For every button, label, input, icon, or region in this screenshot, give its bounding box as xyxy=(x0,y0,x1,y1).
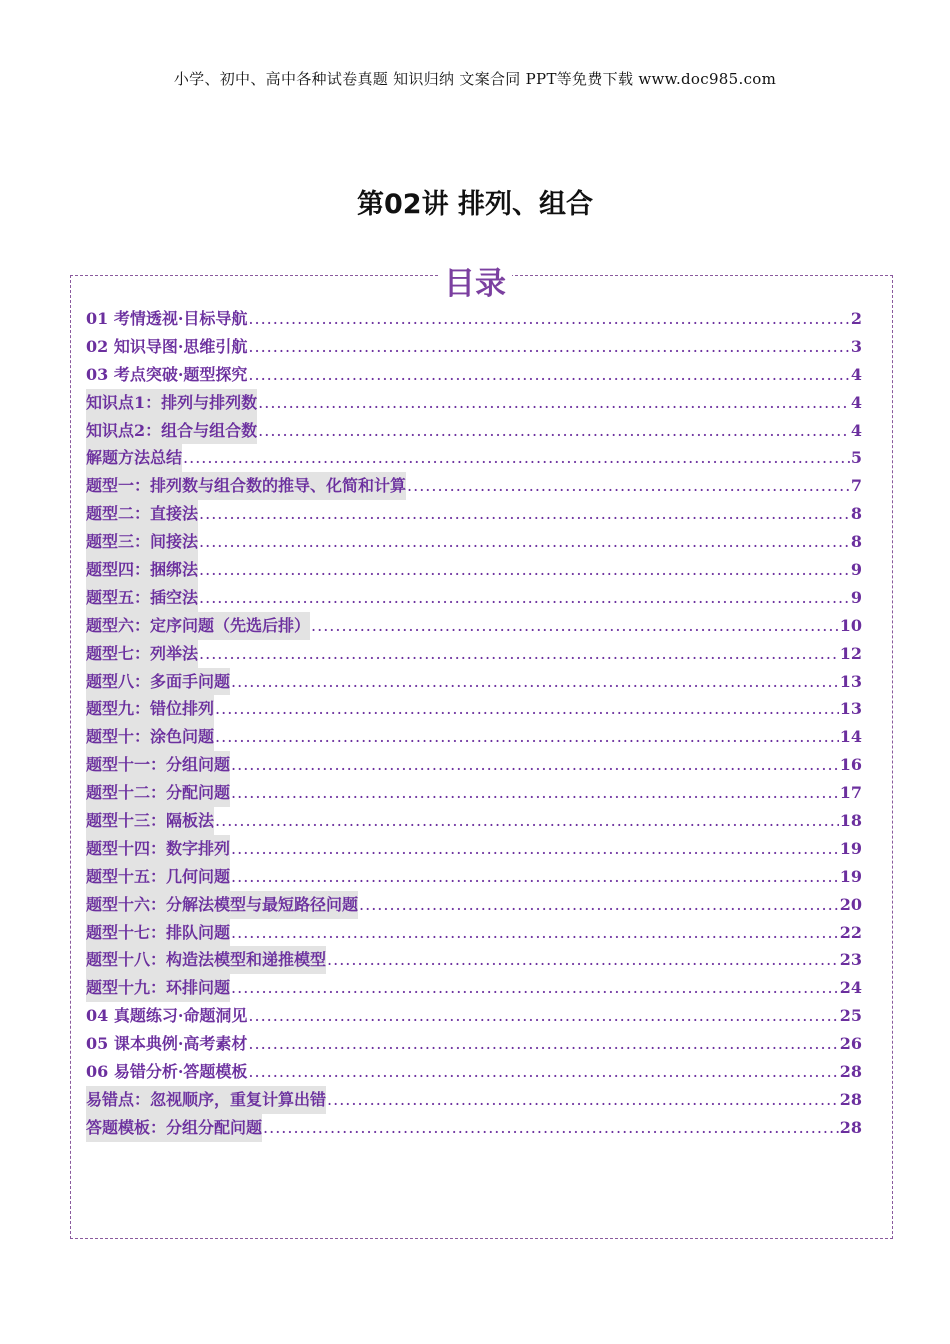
toc-leader-dots xyxy=(215,695,839,723)
toc-entry[interactable] xyxy=(86,751,862,779)
toc-entry[interactable] xyxy=(86,891,862,919)
toc-entry-page: 5 xyxy=(850,448,862,468)
toc-entry-label: 题型三：间接法 xyxy=(86,528,198,556)
toc-leader-dots xyxy=(258,417,850,445)
toc-entry-label: 04 真题练习·命题洞见 xyxy=(86,1006,248,1026)
toc-entry-label: 03 考点突破·题型探究 xyxy=(86,364,248,384)
toc-entry[interactable] xyxy=(86,612,862,640)
toc-entry-page: 22 xyxy=(839,922,862,942)
toc-entry-page: 23 xyxy=(839,950,862,970)
toc-entry[interactable] xyxy=(86,1114,862,1142)
toc-entry-label: 题型十二：分配问题 xyxy=(86,779,230,807)
toc-entry-label: 题型五：插空法 xyxy=(86,584,198,612)
toc-leader-dots xyxy=(359,891,839,919)
toc-entry-label: 题型十七：排队问题 xyxy=(86,919,230,947)
toc-entry-label: 题型九：错位排列 xyxy=(86,695,214,723)
toc-entry-page: 7 xyxy=(850,476,862,496)
toc-entry-label: 题型二：直接法 xyxy=(86,500,198,528)
toc-entry[interactable] xyxy=(86,333,862,361)
toc-entry[interactable] xyxy=(86,835,862,863)
toc-entry[interactable] xyxy=(86,863,862,891)
toc-leader-dots xyxy=(258,389,850,417)
document-title: 第02讲 排列、组合 xyxy=(357,189,593,220)
toc-leader-dots xyxy=(327,1086,839,1114)
toc-entry[interactable] xyxy=(86,723,862,751)
toc-entry[interactable] xyxy=(86,389,862,417)
toc-leader-dots xyxy=(263,1114,839,1142)
toc-entry-page: 4 xyxy=(850,364,862,384)
toc-entry[interactable] xyxy=(86,500,862,528)
toc-entry-label: 题型四：捆绑法 xyxy=(86,556,198,584)
page-header: 小学、初中、高中各种试卷真题 知识归纳 文案合同 PPT等免费下载 www.doc985.com xyxy=(173,70,777,88)
toc-entry-label: 题型十六：分解法模型与最短路径问题 xyxy=(86,891,358,919)
toc-entry[interactable] xyxy=(86,1058,862,1086)
toc-entry[interactable] xyxy=(86,444,862,472)
toc-entry[interactable] xyxy=(86,417,862,445)
toc-leader-dots xyxy=(231,863,839,891)
toc-entry[interactable] xyxy=(86,1002,862,1030)
toc-leader-dots xyxy=(199,640,839,668)
toc-entry-label: 题型七：列举法 xyxy=(86,640,198,668)
toc-entry-page: 28 xyxy=(839,1117,862,1137)
toc-entry-label: 题型十四：数字排列 xyxy=(86,835,230,863)
toc-entry-page: 19 xyxy=(839,866,862,886)
toc-entry[interactable] xyxy=(86,361,862,389)
toc-entry[interactable] xyxy=(86,305,862,333)
toc-entry[interactable] xyxy=(86,919,862,947)
toc-entry[interactable] xyxy=(86,807,862,835)
toc-leader-dots xyxy=(231,779,839,807)
toc-entry[interactable] xyxy=(86,946,862,974)
toc-entry-page: 20 xyxy=(839,894,862,914)
toc-leader-dots xyxy=(327,946,839,974)
toc-entry-label: 题型十三：隔板法 xyxy=(86,807,214,835)
toc-entry-page: 3 xyxy=(850,336,862,356)
toc-entry-label: 题型八：多面手问题 xyxy=(86,668,230,696)
toc-leader-dots xyxy=(215,723,839,751)
toc-leader-dots xyxy=(248,333,849,361)
toc-list xyxy=(86,305,862,1142)
toc-entry-label: 知识点1：排列与排列数 xyxy=(86,389,257,417)
toc-leader-dots xyxy=(248,1030,838,1058)
toc-entry-page: 12 xyxy=(839,643,862,663)
toc-leader-dots xyxy=(231,668,839,696)
toc-leader-dots xyxy=(183,444,850,472)
toc-entry[interactable] xyxy=(86,528,862,556)
toc-entry-page: 4 xyxy=(850,392,862,412)
toc-entry-label: 题型十九：环排问题 xyxy=(86,974,230,1002)
toc-leader-dots xyxy=(199,500,850,528)
toc-entry[interactable] xyxy=(86,640,862,668)
toc-leader-dots xyxy=(231,919,839,947)
toc-entry-label: 题型十一：分组问题 xyxy=(86,751,230,779)
toc-heading-text: 目录 xyxy=(438,266,512,302)
toc-leader-dots xyxy=(231,751,839,779)
toc-leader-dots xyxy=(215,807,839,835)
toc-leader-dots xyxy=(248,361,849,389)
toc-entry-label: 题型十五：几何问题 xyxy=(86,863,230,891)
toc-leader-dots xyxy=(248,305,849,333)
toc-entry-page: 4 xyxy=(850,420,862,440)
toc-entry-page: 17 xyxy=(839,783,862,803)
toc-entry-page: 19 xyxy=(839,838,862,858)
toc-entry-label: 06 易错分析·答题模板 xyxy=(86,1062,248,1082)
toc-leader-dots xyxy=(407,472,850,500)
toc-entry-label: 05 课本典例·高考素材 xyxy=(86,1034,248,1054)
toc-entry[interactable] xyxy=(86,668,862,696)
toc-entry-page: 8 xyxy=(850,504,862,524)
toc-entry-page: 10 xyxy=(839,615,862,635)
toc-entry-label: 知识点2：组合与组合数 xyxy=(86,417,257,445)
toc-entry-label: 答题模板：分组分配问题 xyxy=(86,1114,262,1142)
toc-entry-label: 解题方法总结 xyxy=(86,444,182,472)
toc-entry[interactable] xyxy=(86,556,862,584)
toc-entry[interactable] xyxy=(86,1086,862,1114)
toc-entry-label: 题型六：定序问题（先选后排） xyxy=(86,612,310,640)
toc-entry-page: 14 xyxy=(839,727,862,747)
toc-entry-page: 13 xyxy=(839,671,862,691)
toc-entry-page: 13 xyxy=(839,699,862,719)
toc-entry-page: 8 xyxy=(850,532,862,552)
toc-entry[interactable] xyxy=(86,974,862,1002)
toc-entry-page: 25 xyxy=(839,1006,862,1026)
toc-entry-page: 9 xyxy=(850,587,862,607)
toc-leader-dots xyxy=(231,974,839,1002)
toc-leader-dots xyxy=(199,584,850,612)
toc-entry-page: 18 xyxy=(839,811,862,831)
toc-entry-page: 26 xyxy=(839,1034,862,1054)
toc-entry[interactable] xyxy=(86,695,862,723)
toc-leader-dots xyxy=(199,556,850,584)
toc-entry[interactable] xyxy=(86,584,862,612)
toc-leader-dots xyxy=(199,528,850,556)
toc-leader-dots xyxy=(231,835,839,863)
toc-leader-dots xyxy=(311,612,839,640)
toc-entry-page: 2 xyxy=(850,309,862,328)
toc-entry-page: 9 xyxy=(850,560,862,580)
toc-leader-dots xyxy=(248,1002,838,1030)
toc-entry-page: 16 xyxy=(839,755,862,775)
toc-entry-label: 题型十：涂色问题 xyxy=(86,723,214,751)
toc-entry[interactable] xyxy=(86,779,862,807)
toc-entry-label: 易错点：忽视顺序，重复计算出错 xyxy=(86,1086,326,1114)
toc-entry-label: 题型十八：构造法模型和递推模型 xyxy=(86,946,326,974)
toc-entry-page: 28 xyxy=(839,1089,862,1109)
toc-entry[interactable] xyxy=(86,1030,862,1058)
toc-entry[interactable] xyxy=(86,472,862,500)
toc-heading xyxy=(0,258,950,303)
toc-entry-label: 01 考情透视·目标导航 xyxy=(86,309,248,328)
toc-entry-label: 题型一：排列数与组合数的推导、化简和计算 xyxy=(86,472,406,500)
toc-leader-dots xyxy=(248,1058,838,1086)
toc-entry-page: 28 xyxy=(839,1062,862,1082)
toc-entry-label: 02 知识导图·思维引航 xyxy=(86,336,248,356)
toc-entry-page: 24 xyxy=(839,978,862,998)
